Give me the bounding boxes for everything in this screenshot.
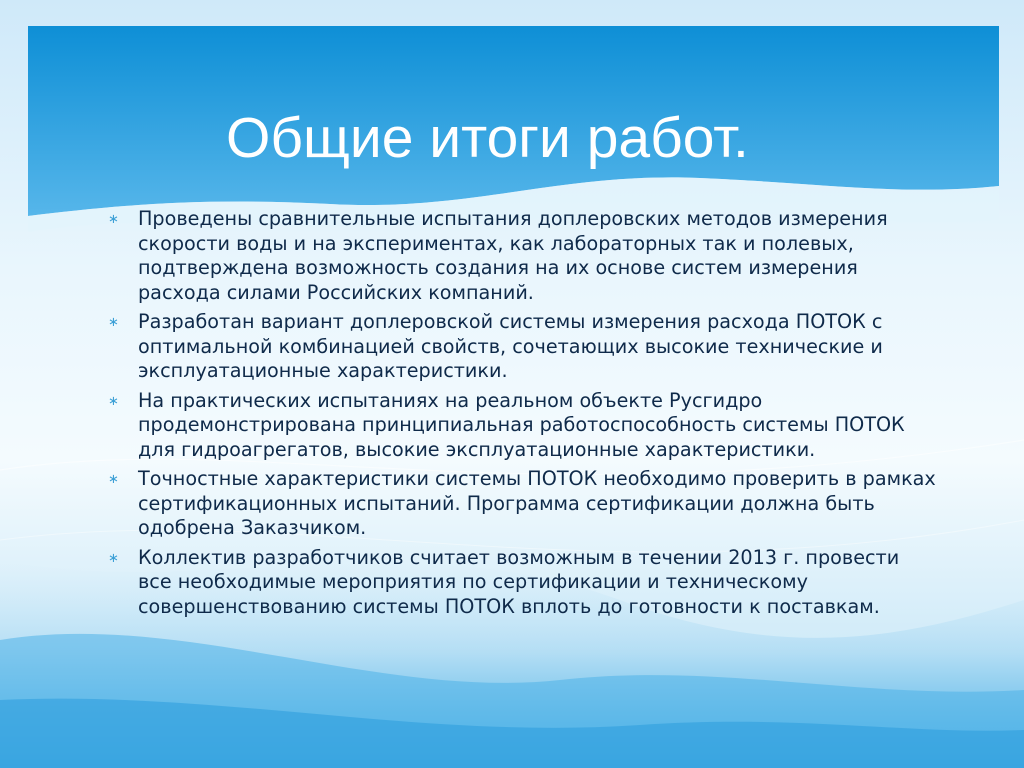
bullet-text: Коллектив разработчиков считает возможным в течении 2013 г. провести все необходимые мероприятия по сертификации и техническому совершенствованию системы ПОТОК вплоть до готовности к поставкам. bbox=[138, 545, 906, 618]
bullet-item bbox=[108, 546, 938, 620]
asterisk-bullet-icon: ∗ bbox=[108, 393, 119, 409]
bullet-item bbox=[108, 389, 938, 463]
bullet-text: Проведены сравнительные испытания доплеровских методов измерения скорости воды и на экспериментах, как лабораторных так и полевых, подтверждена возможность создания на их основе систем измерения расхода силами Российских компаний. bbox=[138, 207, 894, 304]
bullet-item bbox=[108, 207, 938, 305]
asterisk-bullet-icon: ∗ bbox=[108, 550, 119, 566]
bullet-item bbox=[108, 467, 942, 541]
asterisk-bullet-icon: ∗ bbox=[108, 315, 119, 330]
bullet-item bbox=[108, 310, 938, 384]
asterisk-bullet-icon: ∗ bbox=[108, 472, 119, 487]
bullet-text: Разработан вариант доплеровской системы измерения расхода ПОТОК с оптимальной комбинацией свойств, сочетающих высокие технические и эксплуатационные характеристики. bbox=[138, 310, 890, 382]
asterisk-bullet-icon: ∗ bbox=[108, 212, 119, 227]
bullet-text: На практических испытаниях на реальном объекте Русгидро продемонстрирована принципиальная работоспособность системы ПОТОК для гидроагрегатов, высокие эксплуатационные характеристики. bbox=[138, 388, 917, 461]
bullet-text: Точностные характеристики системы ПОТОК необходимо проверить в рамках сертификационных испытаний. Программа сертификации должна быть одобрена Заказчиком. bbox=[138, 467, 942, 539]
bullet-list bbox=[108, 207, 942, 624]
slide-title: Общие итоги работ. bbox=[226, 106, 749, 170]
